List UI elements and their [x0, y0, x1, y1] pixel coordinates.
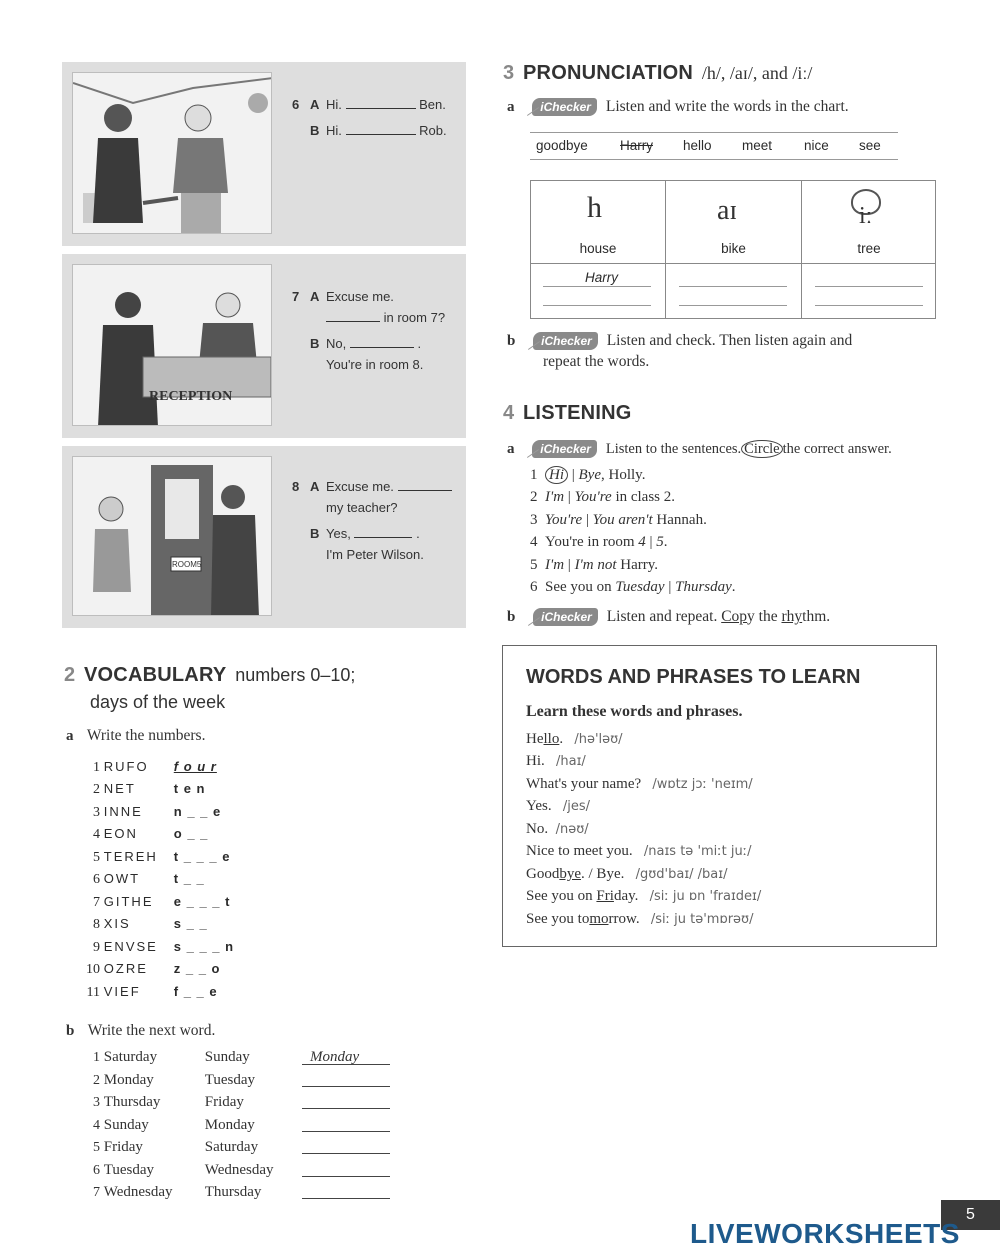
answer-field[interactable]: f o u r: [173, 759, 217, 774]
dialogue-6a-blank[interactable]: [346, 96, 416, 109]
list-item: 2 Monday Tuesday: [93, 1072, 256, 1088]
answer-field[interactable]: e _ _ _ t: [173, 894, 231, 909]
word-see: see: [859, 138, 881, 153]
list-item: Goodbye. / Bye. /gʊd'baɪ/ /baɪ/: [526, 866, 728, 882]
option[interactable]: 5: [656, 534, 664, 550]
option[interactable]: I'm not: [574, 557, 617, 573]
vocab-part-b-instruction: b Write the next word.: [66, 1022, 216, 1039]
list-item: See you on Friday. /siː ju ɒn 'fraɪdeɪ/: [526, 888, 762, 904]
list-item: 7 GITHE e _ _ _ t: [93, 894, 231, 910]
option[interactable]: I'm: [545, 489, 565, 505]
list-item: Hi. /haɪ/: [526, 753, 586, 769]
word-goodbye: goodbye: [536, 138, 588, 153]
answer-field[interactable]: f _ _ e: [173, 984, 218, 999]
dialogue-panel-8: [62, 446, 466, 628]
word-nice: nice: [804, 138, 829, 153]
door-sign: ROOM5: [172, 560, 202, 569]
list-item: Nice to meet you. /naɪs tə 'miːt juː/: [526, 843, 752, 859]
answer-line[interactable]: [302, 1153, 390, 1154]
words-box-subtitle: Learn these words and phrases.: [526, 703, 743, 720]
list-item: 11 VIEF f _ _ e: [86, 984, 218, 1000]
ichecker-badge: iChecker: [532, 98, 597, 116]
word-hello: hello: [683, 138, 712, 153]
dialogue-6-text: 6 A Hi. Ben. B Hi. Rob.: [292, 97, 447, 138]
list-item: Yes. /jes/: [526, 798, 590, 814]
circle-word: Circle: [741, 440, 782, 458]
list-item: 6 OWT t _ _: [93, 871, 205, 887]
word-meet: meet: [742, 138, 773, 153]
liveworksheets-logo[interactable]: LIVEWORKSHEETS: [690, 1218, 960, 1249]
answer-field[interactable]: t _ _: [173, 871, 205, 886]
option[interactable]: Tuesday: [615, 579, 665, 595]
option[interactable]: 4: [638, 534, 646, 550]
answer-field[interactable]: s _ _: [173, 916, 208, 931]
label-tree: tree: [857, 241, 881, 256]
answer-line[interactable]: [815, 286, 923, 287]
example-harry: Harry: [585, 270, 618, 285]
dialogue-7-text: 7 A Excuse me. in room 7? B No, . You're in room 8.: [292, 289, 446, 372]
illustration-handshake: [72, 72, 272, 234]
answer-line[interactable]: [302, 1064, 390, 1065]
word-harry: Harry: [620, 138, 653, 153]
list-item: 5 TEREH t _ _ _ e: [93, 849, 231, 865]
list-item: 10 OZRE z _ _ o: [86, 961, 221, 977]
list-item: What's your name? /wɒtz jɔː 'neɪm/: [526, 776, 753, 792]
answer-line[interactable]: [679, 286, 787, 287]
answer-line[interactable]: [543, 286, 651, 287]
answer-line[interactable]: [302, 1198, 390, 1199]
sound-chart: [530, 180, 936, 319]
answer-field[interactable]: s _ _ _ n: [173, 939, 235, 954]
answer-line[interactable]: [302, 1176, 390, 1177]
list-item: 2 NET t e n: [93, 781, 206, 797]
vocab-part-a-instruction: a Write the numbers.: [66, 727, 206, 744]
answer-field[interactable]: o _ _: [173, 826, 209, 841]
listening-heading: 4 LISTENING: [503, 402, 632, 424]
option[interactable]: You're: [574, 489, 612, 505]
list-item: 6 See you on Tuesday | Thursday.: [530, 579, 736, 595]
label-house: house: [579, 241, 617, 256]
list-item: 8 XIS s _ _: [93, 916, 208, 932]
list-item: 1 RUFO f o u r: [93, 759, 217, 775]
answer-field[interactable]: t _ _ _ e: [173, 849, 231, 864]
answer-field[interactable]: n _ _ e: [173, 804, 222, 819]
list-item: See you tomorrow. /siː ju tə'mɒrəʊ/: [526, 911, 754, 927]
dialogue-8b-blank[interactable]: [354, 525, 412, 538]
answer-field[interactable]: Monday: [310, 1049, 360, 1065]
option-bye[interactable]: Bye: [578, 467, 601, 483]
list-item: No. /nəʊ/: [526, 821, 589, 837]
dialogue-6b-blank[interactable]: [346, 122, 416, 135]
vocabulary-subtitle: days of the week: [90, 692, 226, 712]
option[interactable]: Thursday: [675, 579, 732, 595]
option-hi[interactable]: Hi: [545, 466, 568, 484]
listening-part-a: a iChecker Listen to the sentences. Circle the correct answer.: [507, 441, 892, 457]
option[interactable]: You're: [545, 512, 583, 528]
list-item: 6 Tuesday Wednesday: [93, 1162, 274, 1178]
symbol-i: iː: [859, 203, 873, 229]
illustration-door: [72, 456, 272, 616]
list-item: 7 Wednesday Thursday: [93, 1184, 262, 1200]
words-bar: [530, 132, 898, 160]
words-phrases-box: [502, 645, 937, 947]
answer-line[interactable]: [543, 305, 651, 306]
answer-line[interactable]: [679, 305, 787, 306]
page-number: 5: [941, 1200, 1000, 1230]
option[interactable]: You aren't: [592, 512, 653, 528]
option[interactable]: I'm: [545, 557, 565, 573]
pronunciation-part-a: a iChecker Listen and write the words in the chart.: [507, 98, 849, 115]
answer-field[interactable]: t e n: [173, 781, 206, 796]
dialogue-8a-blank[interactable]: [398, 478, 452, 491]
illustration-reception: [72, 264, 272, 426]
list-item: 3 Thursday Friday: [93, 1094, 244, 1110]
list-item: 5 Friday Saturday: [93, 1139, 259, 1155]
answer-field[interactable]: z _ _ o: [173, 961, 221, 976]
ichecker-badge: iChecker: [533, 332, 598, 350]
list-item: Hello. /hə'ləʊ/: [526, 731, 623, 747]
reception-sign: RECEPTION: [149, 389, 233, 404]
ichecker-badge: iChecker: [532, 440, 597, 458]
list-item: 1 Saturday Sunday: [93, 1049, 250, 1065]
list-item: 4 You're in room 4 | 5.: [530, 534, 668, 550]
list-item: 1 Hi | Bye, Holly.: [530, 467, 646, 483]
symbol-h: h: [587, 191, 602, 224]
dialogue-panel-6: [62, 62, 466, 246]
list-item: 5 I'm | I'm not Harry.: [530, 557, 659, 573]
dialogue-7a-blank[interactable]: [326, 309, 380, 322]
pronunciation-part-b: b iChecker Listen and check. Then listen again and: [507, 332, 853, 349]
label-bike: bike: [721, 241, 746, 256]
list-item: 2 I'm | You're in class 2.: [530, 489, 676, 505]
list-item: 3 INNE n _ _ e: [93, 804, 222, 820]
listening-part-b: b iChecker Listen and repeat. Copy the rhythm.: [507, 608, 831, 625]
list-item: 9 ENVSE s _ _ _ n: [93, 939, 235, 955]
dialogue-panel-7: [62, 254, 466, 438]
dialogue-8-text: 8 A Excuse me. my teacher? B Yes, . I'm Peter Wilson.: [292, 478, 452, 564]
list-item: 4 EON o _ _: [93, 826, 209, 842]
dialogue-7b-blank[interactable]: [350, 335, 414, 348]
vocabulary-heading: 2 VOCABULARY numbers 0–10;: [64, 664, 356, 686]
symbol-ai: aɪ: [717, 195, 738, 226]
answer-line[interactable]: [815, 305, 923, 306]
words-box-title: WORDS AND PHRASES TO LEARN: [526, 666, 861, 688]
answer-line[interactable]: [302, 1131, 390, 1132]
ichecker-badge: iChecker: [533, 608, 598, 626]
pronunciation-heading: 3 PRONUNCIATION /h/, /aɪ/, and /iː/: [503, 62, 813, 84]
answer-line[interactable]: [302, 1086, 390, 1087]
pronunciation-part-b-line2: repeat the words.: [543, 353, 650, 370]
list-item: 4 Sunday Monday: [93, 1117, 255, 1133]
list-item: 3 You're | You aren't Hannah.: [530, 512, 707, 528]
answer-line[interactable]: [302, 1108, 390, 1109]
